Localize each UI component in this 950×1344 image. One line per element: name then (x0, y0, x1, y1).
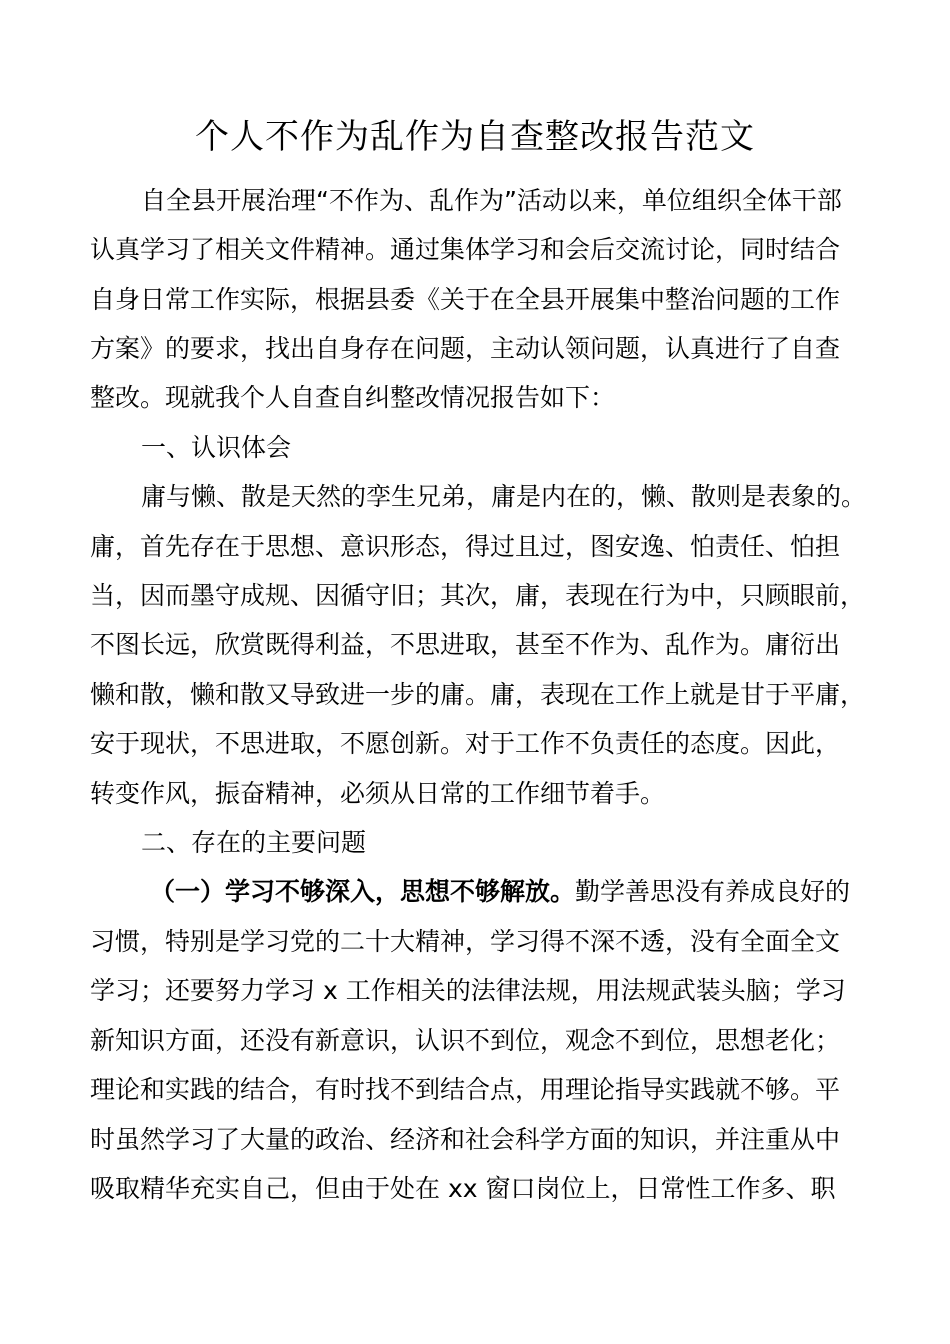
intro-line-5: 整改。现就我个人自查自纠整改情况报告如下： (90, 383, 616, 412)
section-2-sub-1-line-3: 学习；还要努力学习 x 工作相关的法律法规，用法规武装头脑；学习 (90, 976, 846, 1005)
document-title: 个人不作为乱作为自查整改报告范文 (195, 117, 755, 157)
section-2-sub-1-line-2: 习惯，特别是学习党的二十大精神，学习得不深不透，没有全面全文 (90, 927, 841, 956)
section-2-sub-1-first-line-text: 勤学善思没有养成良好的 (575, 877, 851, 906)
section-1-line-7: 转变作风，振奋精神，必须从日常的工作细节着手。 (90, 779, 666, 808)
section-2-sub-1-heading: （一）学习不够深入，思想不够解放。 (150, 877, 576, 906)
section-1-line-6: 安于现状，不思进取，不愿创新。对于工作不负责任的态度。因此， (90, 729, 841, 758)
section-1-line-4: 不图长远，欣赏既得利益，不思进取，甚至不作为、乱作为。庸衍出 (90, 630, 841, 659)
section-1-line-5: 懒和散，懒和散又导致进一步的庸。庸，表现在工作上就是甘于平庸， (90, 680, 866, 709)
section-1-heading: 一、认识体会 (141, 433, 292, 462)
section-2-sub-1-line-6: 时虽然学习了大量的政治、经济和社会科学方面的知识，并注重从中 (90, 1125, 841, 1154)
section-2-sub-1-line-4: 新知识方面，还没有新意识，认识不到位，观念不到位，思想老化； (90, 1026, 841, 1055)
section-1-line-2: 庸，首先存在于思想、意识形态，得过且过，图安逸、怕责任、怕担 (90, 532, 841, 561)
section-2-sub-1-line-5: 理论和实践的结合，有时找不到结合点，用理论指导实践就不够。平 (90, 1075, 841, 1104)
intro-line-3: 自身日常工作实际，根据县委《关于在全县开展集中整治问题的工作 (90, 285, 841, 314)
intro-line-1: 自全县开展治理“不作为、乱作为”活动以来，单位组织全体干部 (141, 186, 842, 215)
section-2-sub-1-first-line (150, 872, 850, 912)
intro-line-4: 方案》的要求，找出自身存在问题，主动认领问题，认真进行了自查 (90, 334, 841, 363)
section-2-heading: 二、存在的主要问题 (141, 828, 367, 857)
section-1-line-3: 当，因而墨守成规、因循守旧；其次，庸，表现在行为中，只顾眼前， (90, 581, 866, 610)
section-2-sub-1-line-7: 吸取精华充实自己，但由于处在 xx 窗口岗位上，日常性工作多、职 (90, 1174, 836, 1203)
intro-line-2: 认真学习了相关文件精神。通过集体学习和会后交流讨论，同时结合 (90, 235, 841, 264)
section-1-line-1: 庸与懒、散是天然的孪生兄弟，庸是内在的，懒、散则是表象的。 (141, 482, 867, 511)
